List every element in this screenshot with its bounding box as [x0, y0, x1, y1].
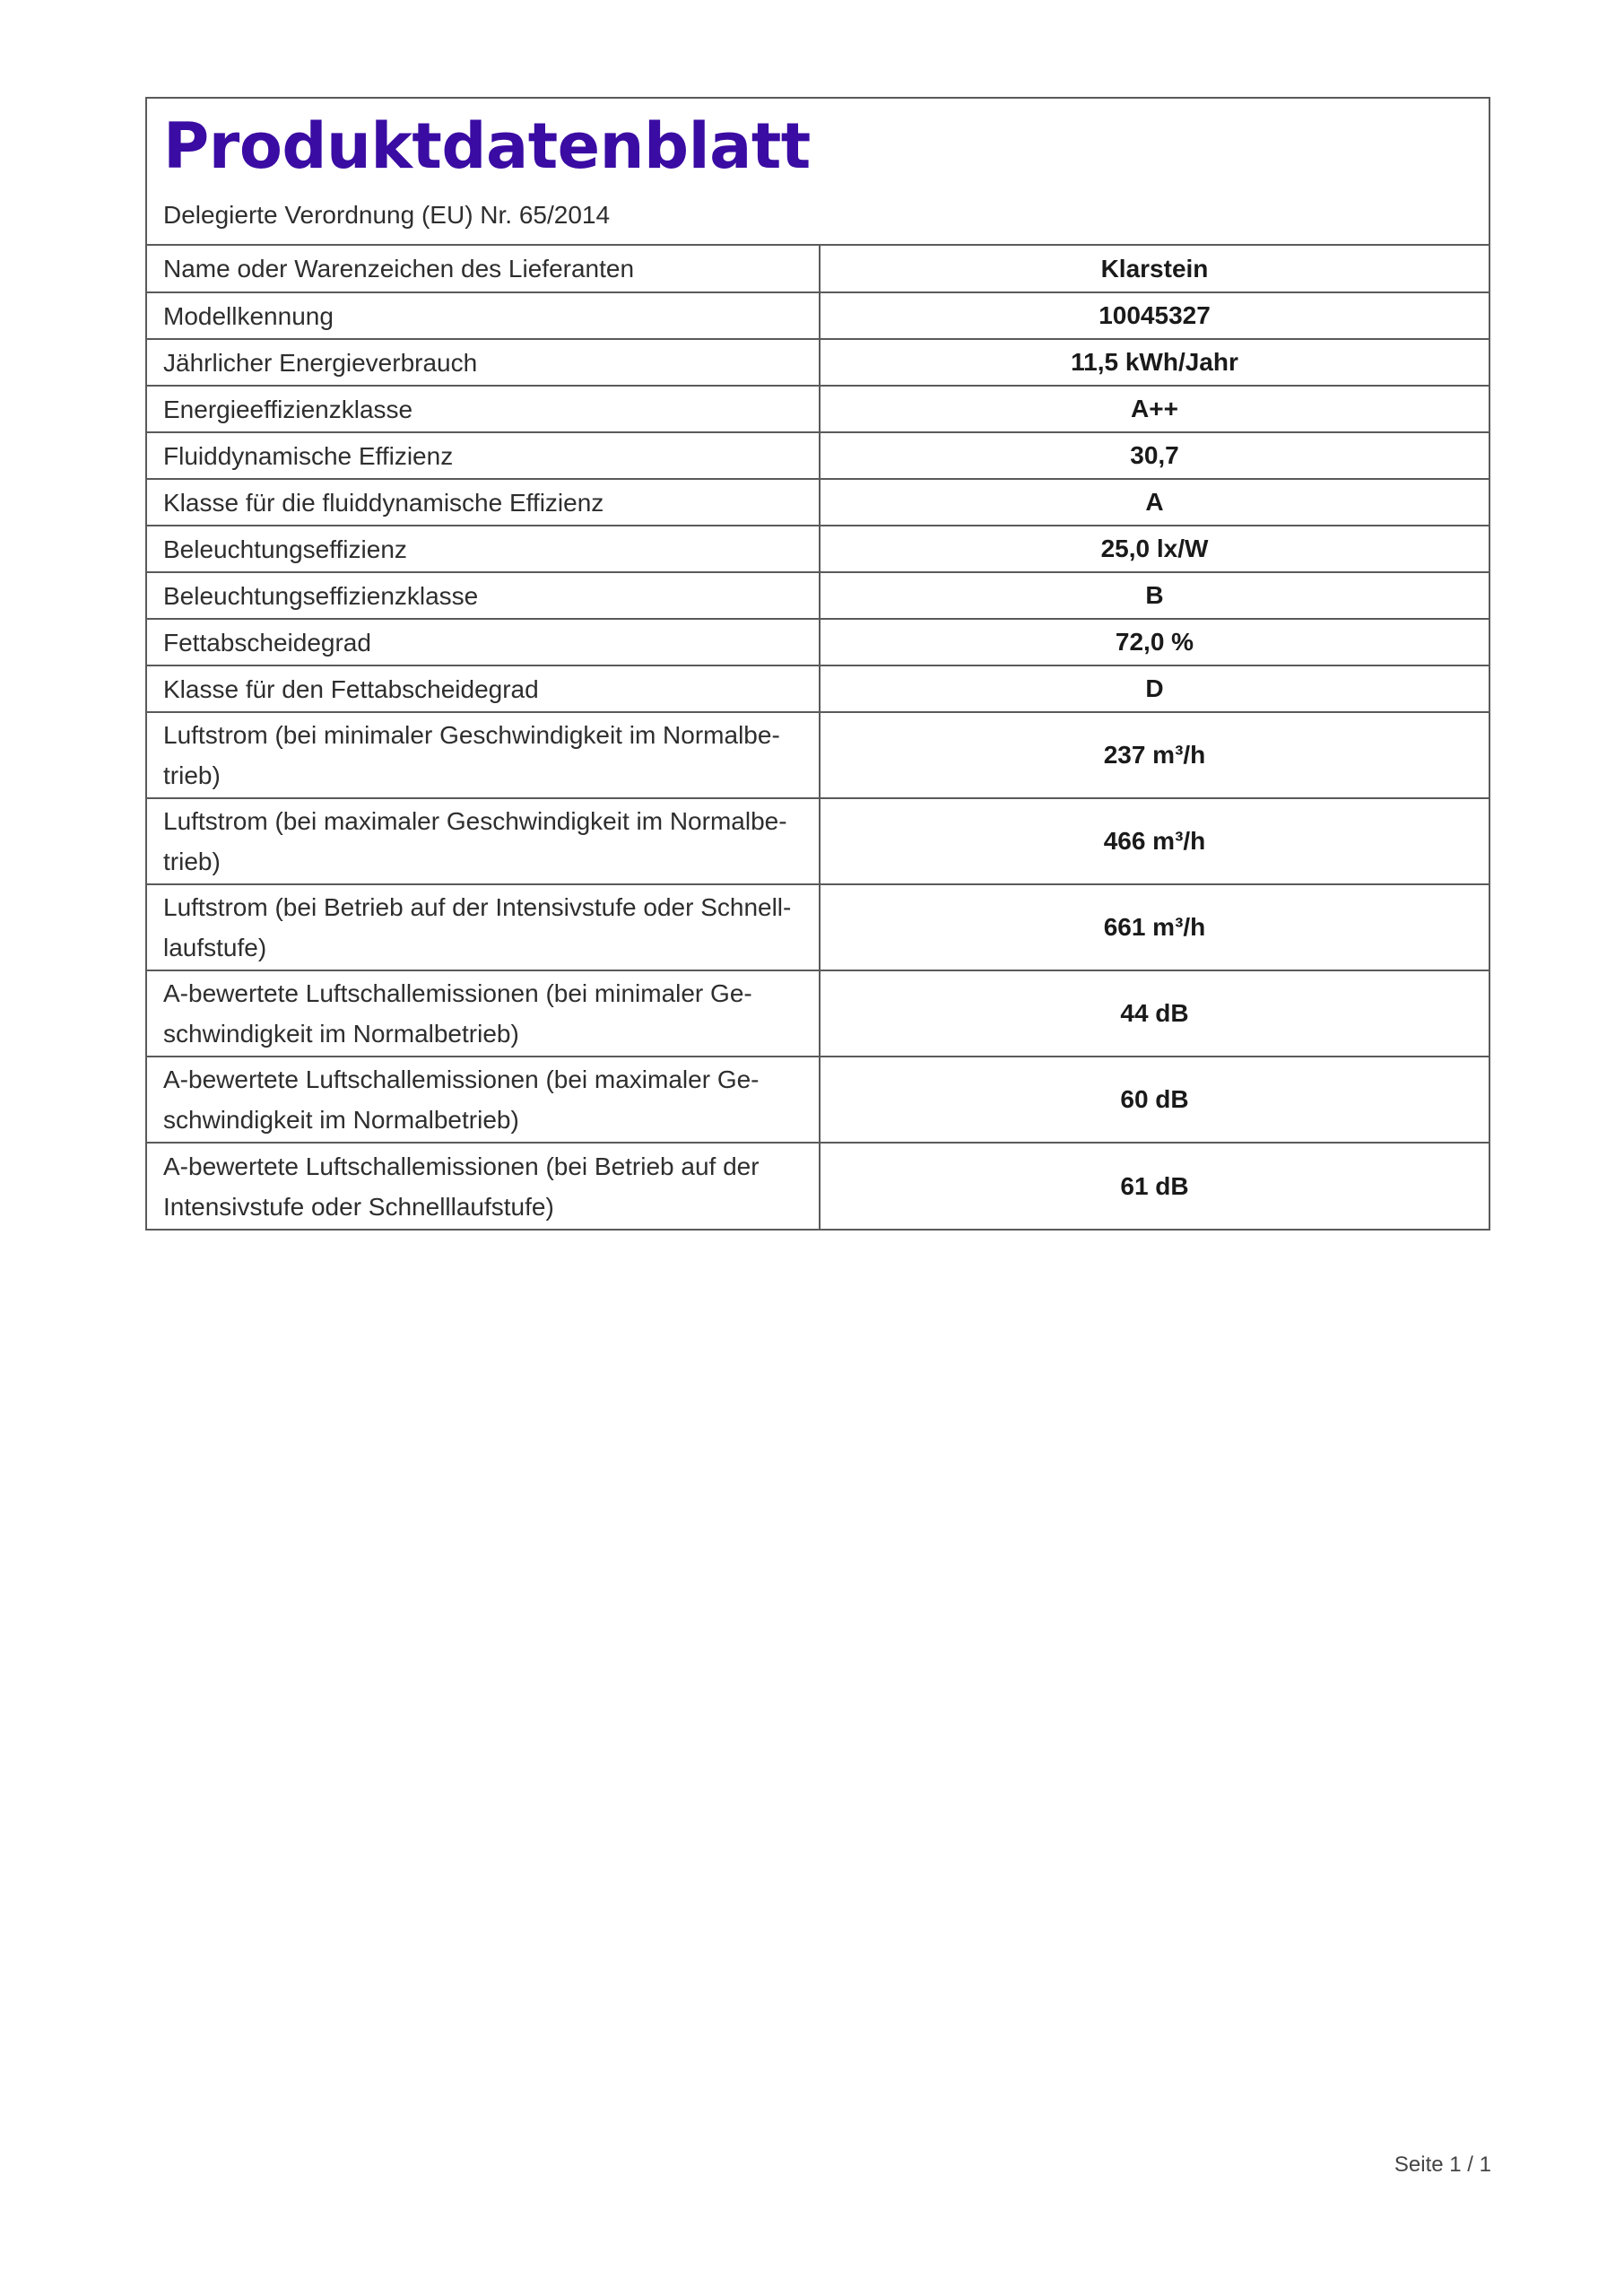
table-row — [147, 386, 1489, 432]
row-label-line: Modellkennung — [163, 301, 334, 330]
row-label-line: Intensivstufe oder Schnelllaufstufe) — [163, 1192, 554, 1221]
row-label-line: Luftstrom (bei Betrieb auf der Intensivstufe oder Schnell- — [163, 893, 792, 921]
row-value: D — [820, 665, 1489, 712]
row-label — [147, 798, 820, 884]
table-row — [147, 526, 1489, 572]
row-label — [147, 619, 820, 665]
row-label-line: Name oder Warenzeichen des Lieferanten — [163, 255, 635, 283]
sheet-header — [147, 99, 1489, 246]
table-row — [147, 292, 1489, 339]
row-label — [147, 339, 820, 386]
row-value: 466 m³/h — [820, 798, 1489, 884]
row-label-line: trieb) — [163, 761, 221, 789]
row-value: 30,7 — [820, 432, 1489, 479]
row-label — [147, 526, 820, 572]
row-value: 72,0 % — [820, 619, 1489, 665]
row-label-line: Luftstrom (bei maximaler Geschwindigkeit im Normalbe- — [163, 807, 787, 835]
row-label-line: Beleuchtungseffizienz — [163, 535, 407, 563]
table-row — [147, 619, 1489, 665]
regulation-subtitle: Delegierte Verordnung (EU) Nr. 65/2014 — [163, 201, 611, 229]
row-label-line: Klasse für die fluiddynamische Effizienz — [163, 488, 604, 517]
row-label — [147, 970, 820, 1057]
table-row — [147, 712, 1489, 798]
row-value: 11,5 kWh/Jahr — [820, 339, 1489, 386]
table-row — [147, 970, 1489, 1057]
row-value: 10045327 — [820, 292, 1489, 339]
product-data-sheet — [145, 97, 1490, 1231]
row-label-line: A-bewertete Luftschallemissionen (bei minimaler Ge- — [163, 979, 752, 1007]
row-label-line: laufstufe) — [163, 934, 267, 961]
row-label-line: A-bewertete Luftschallemissionen (bei Betrieb auf der — [163, 1152, 760, 1180]
table-row — [147, 572, 1489, 619]
table-row — [147, 665, 1489, 712]
row-value: A++ — [820, 386, 1489, 432]
row-value: 237 m³/h — [820, 712, 1489, 798]
page-title: Produktdatenblatt — [163, 109, 811, 183]
page-number: Seite 1 / 1 — [1394, 2152, 1491, 2177]
table-row — [147, 884, 1489, 970]
row-value: 25,0 lx/W — [820, 526, 1489, 572]
row-value: 44 dB — [820, 970, 1489, 1057]
product-data-rows — [147, 246, 1489, 1229]
row-label-line: Beleuchtungseffizienzklasse — [163, 581, 479, 610]
row-value: A — [820, 479, 1489, 526]
row-label-line: Fettabscheidegrad — [163, 628, 371, 657]
row-label — [147, 712, 820, 798]
product-data-table — [147, 246, 1489, 1229]
row-label-line: schwindigkeit im Normalbetrieb) — [163, 1106, 519, 1134]
row-value: 661 m³/h — [820, 884, 1489, 970]
row-label-line: Fluiddynamische Effizienz — [163, 441, 454, 470]
table-row — [147, 1057, 1489, 1143]
row-label-line: Luftstrom (bei minimaler Geschwindigkeit im Normalbe- — [163, 721, 780, 749]
table-row — [147, 798, 1489, 884]
row-label — [147, 572, 820, 619]
row-label — [147, 246, 820, 292]
row-label-line: Energieeffizienzklasse — [163, 395, 413, 423]
row-label-line: Jährlicher Energieverbrauch — [163, 348, 478, 377]
table-row — [147, 246, 1489, 292]
row-label — [147, 1143, 820, 1229]
row-label-line: trieb) — [163, 848, 221, 875]
row-value: 60 dB — [820, 1057, 1489, 1143]
row-value: B — [820, 572, 1489, 619]
row-label-line: A-bewertete Luftschallemissionen (bei maximaler Ge- — [163, 1065, 760, 1093]
table-row — [147, 479, 1489, 526]
row-value: Klarstein — [1100, 254, 1209, 283]
table-row — [147, 1143, 1489, 1229]
row-label — [147, 292, 820, 339]
row-label — [147, 479, 820, 526]
row-label — [147, 884, 820, 970]
row-label — [147, 386, 820, 432]
table-row — [147, 432, 1489, 479]
row-label — [147, 432, 820, 479]
row-label-line: schwindigkeit im Normalbetrieb) — [163, 1020, 519, 1048]
row-label-line: Klasse für den Fettabscheidegrad — [163, 674, 539, 703]
row-label — [147, 1057, 820, 1143]
row-value: 61 dB — [820, 1143, 1489, 1229]
table-row — [147, 339, 1489, 386]
row-label — [147, 665, 820, 712]
